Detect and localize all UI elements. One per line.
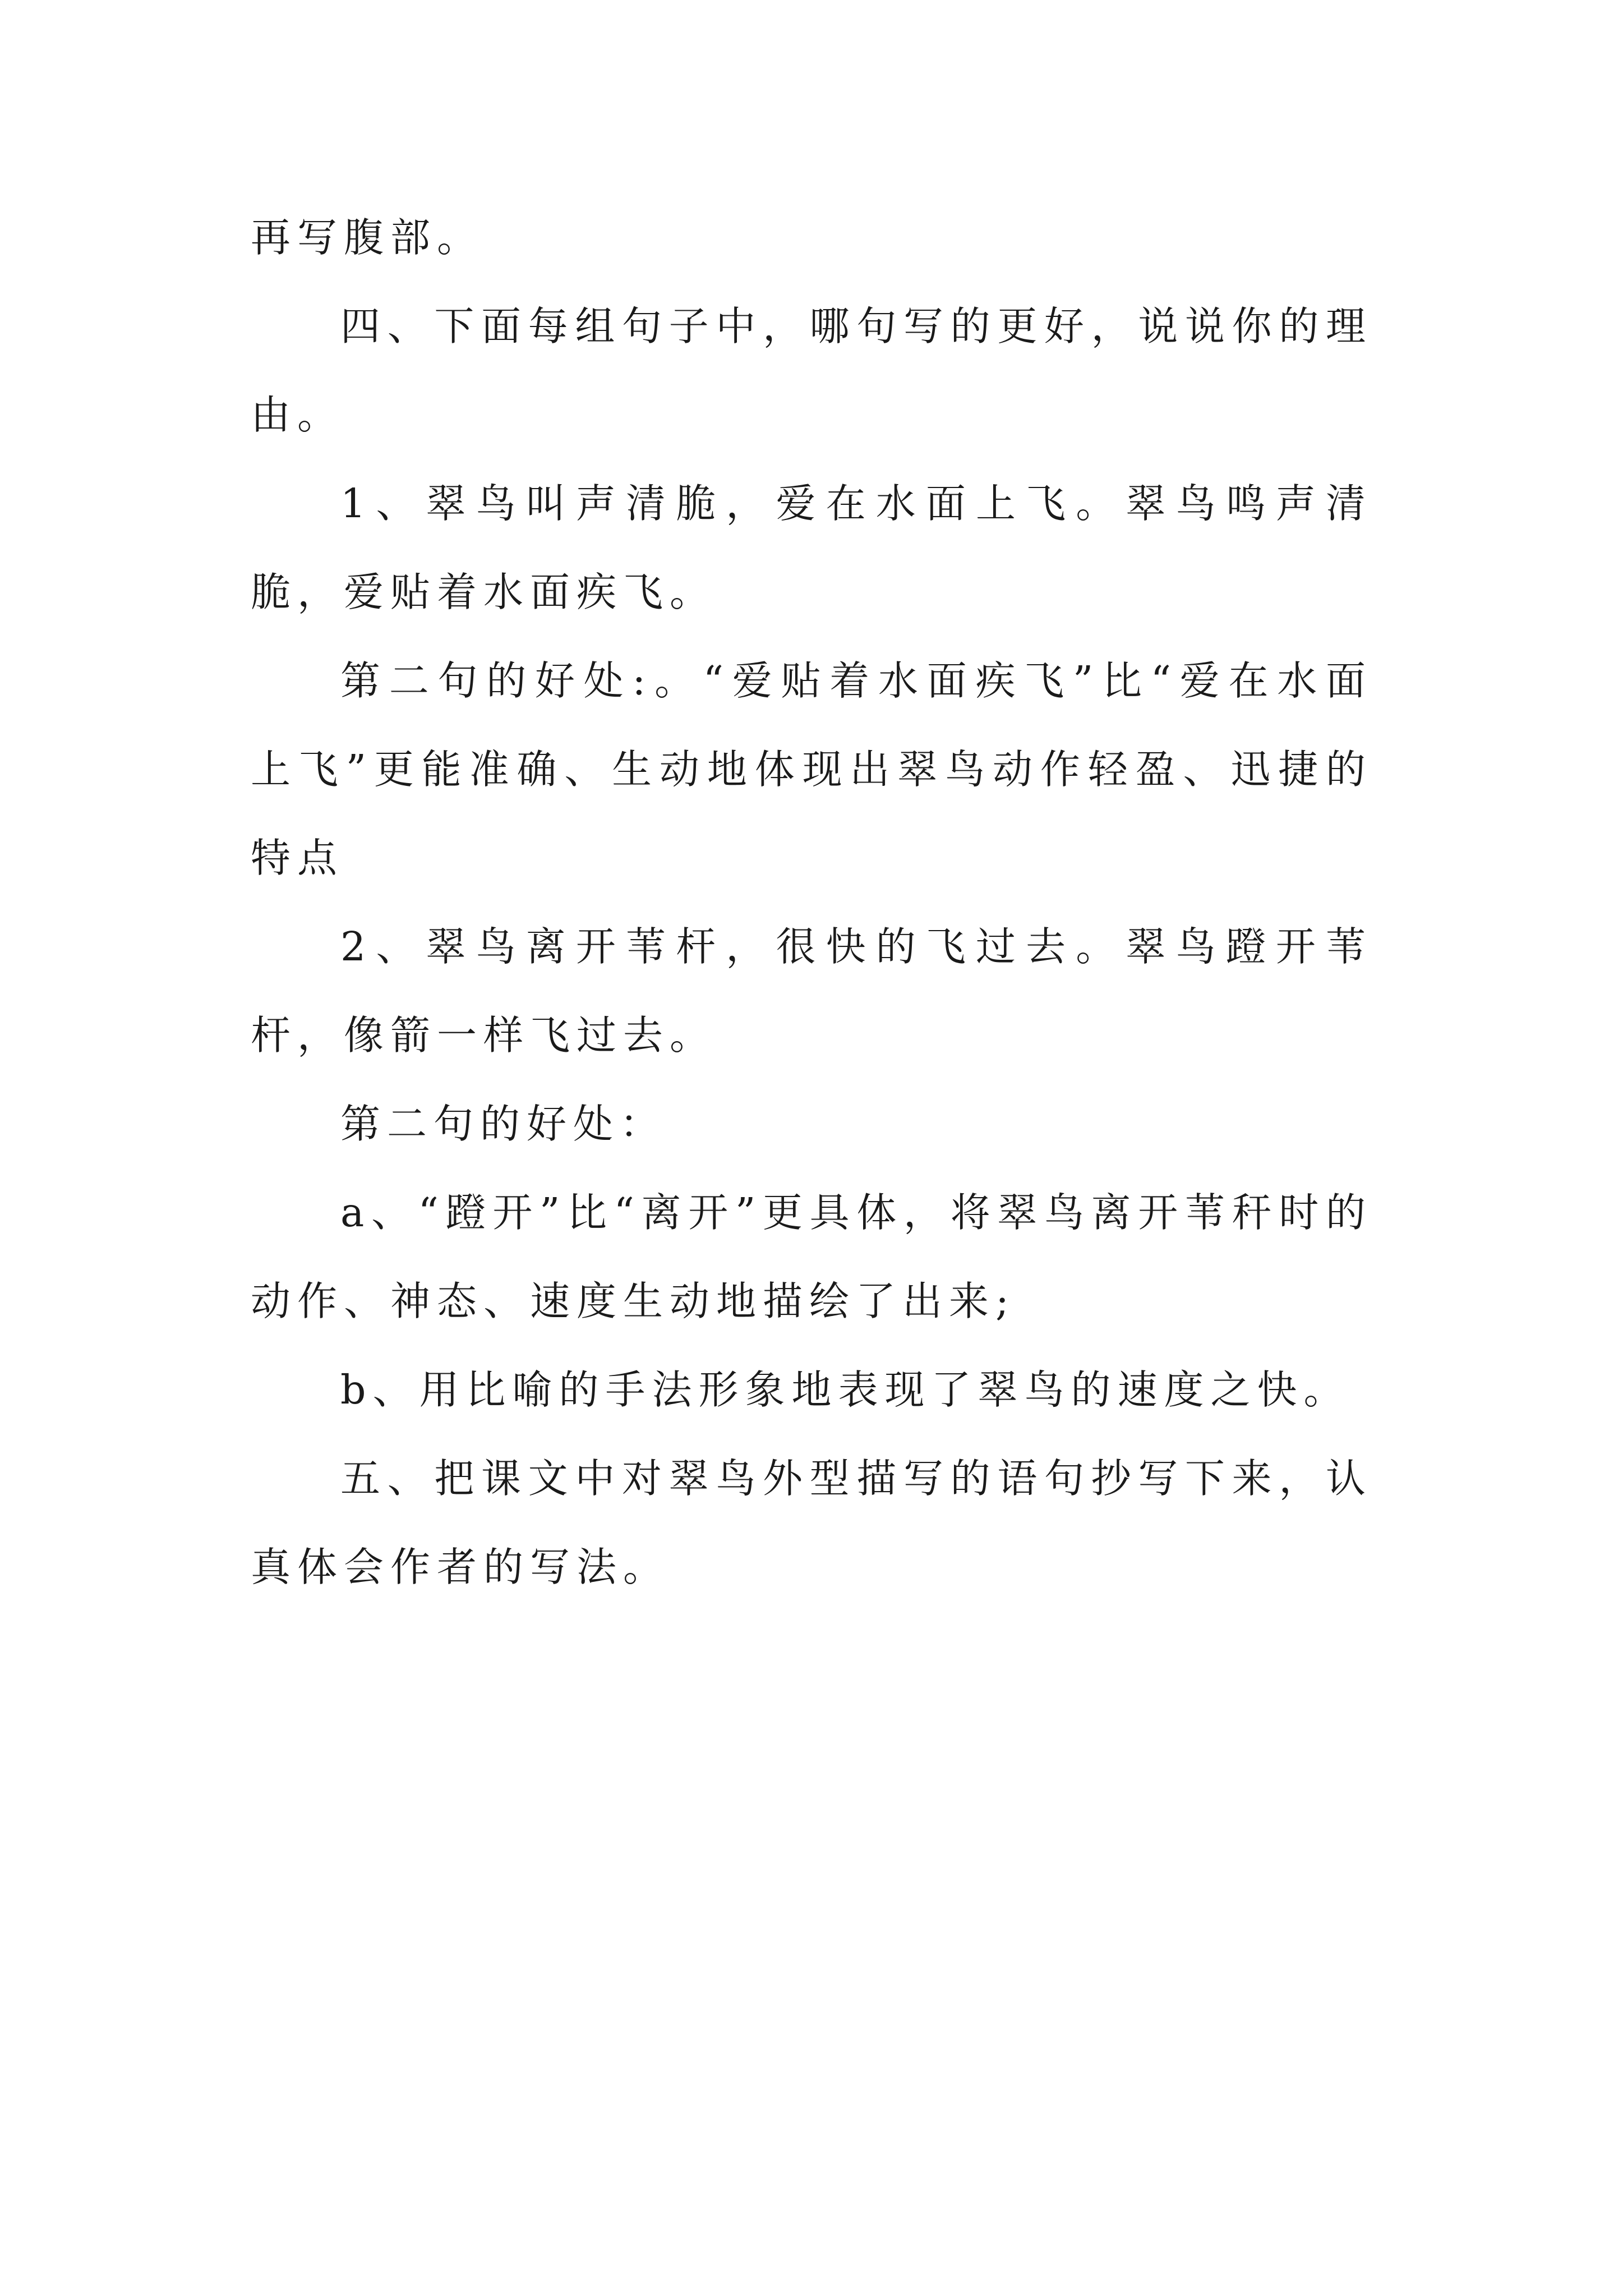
answer-two-heading: 第二句的好处： xyxy=(340,1101,667,1147)
paragraph-continuation: 再写腹部。 xyxy=(251,214,484,261)
question-four-heading: 四、下面每组句子中，哪句写的更好，说说你的理由。 xyxy=(251,303,1372,438)
answer-one: 第二句的好处:。“爱贴着水面疾飞”比“爱在水面上飞”更能准确、生动地体现出翠鸟动作轻盈、迅捷的特点 xyxy=(251,657,1372,881)
document-body xyxy=(251,194,1372,1612)
answer-two-point-b: b、用比喻的手法形象地表现了翠鸟的速度之快。 xyxy=(340,1366,1350,1413)
sentence-pair-one: 1、翠鸟叫声清脆，爱在水面上飞。翠鸟鸣声清脆，爱贴着水面疾飞。 xyxy=(251,480,1372,615)
sentence-pair-two: 2、翠鸟离开苇杆，很快的飞过去。翠鸟蹬开苇杆，像箭一样飞过去。 xyxy=(251,923,1372,1059)
question-five-heading: 五、把课文中对翠鸟外型描写的语句抄写下来，认真体会作者的写法。 xyxy=(251,1455,1372,1590)
answer-two-point-a: a、“蹬开”比“离开”更具体，将翠鸟离开苇秆时的动作、神态、速度生动地描绘了出来; xyxy=(251,1189,1372,1324)
